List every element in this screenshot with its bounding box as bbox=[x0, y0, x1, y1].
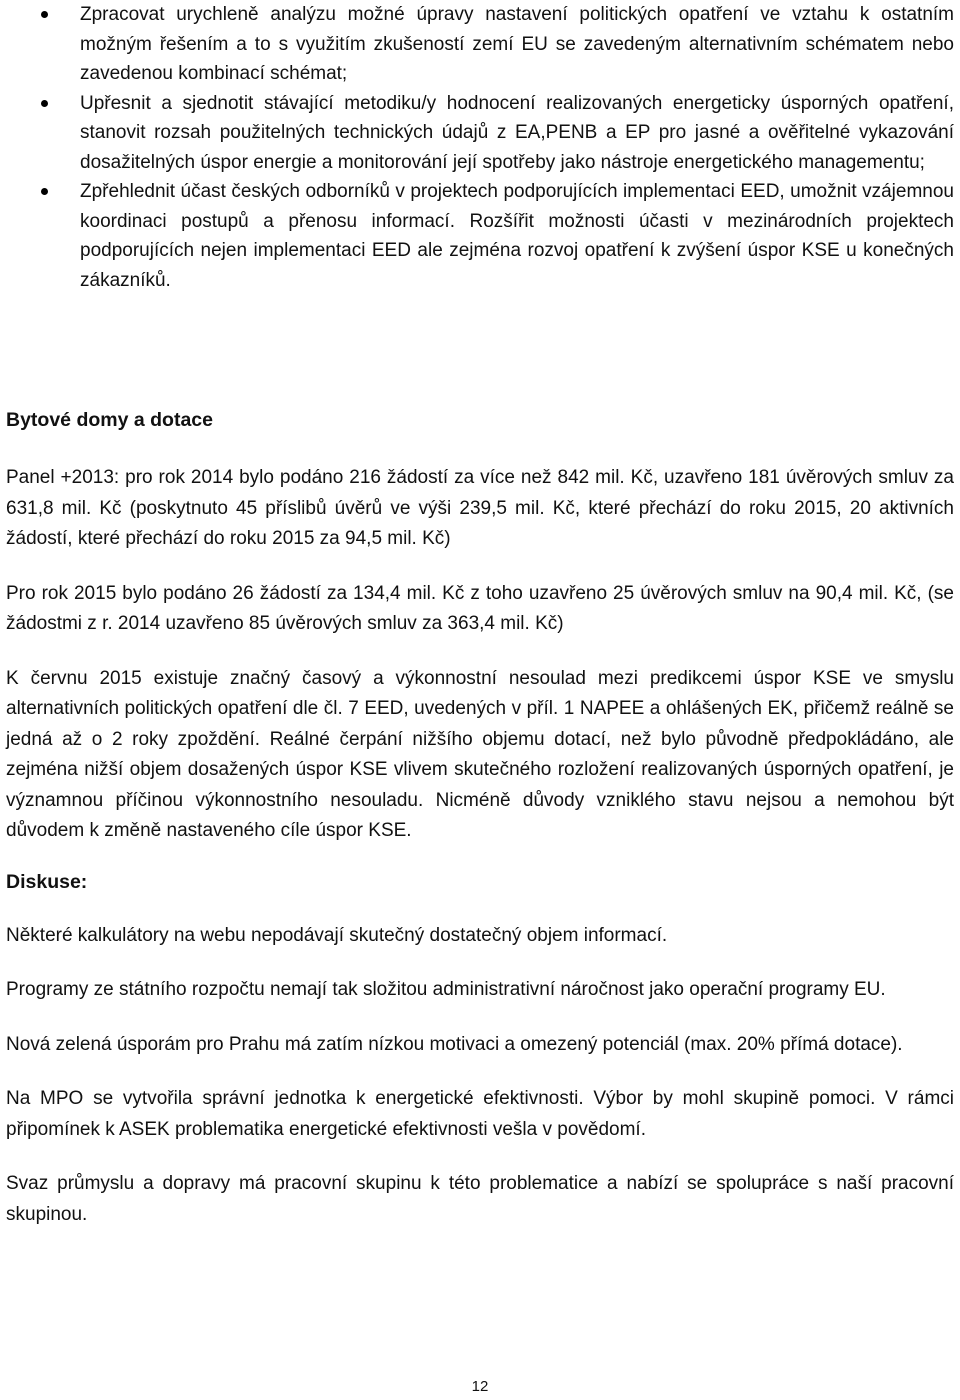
bullet-dot-icon bbox=[41, 100, 48, 107]
bullet-dot-icon bbox=[41, 188, 48, 195]
bullet-item bbox=[0, 0, 960, 89]
paragraph: Panel +2013: pro rok 2014 bylo podáno 216 žádostí za více než 842 mil. Kč, uzavřeno 181 úvěrových smluv za 631,8 mil. Kč (poskytnuto 45 příslibů úvěrů ve výši 239,5 mil. Kč, které přechází do roku 2015, 20 aktivních žádostí, které přechází do roku 2015 za 94,5 mil. Kč) bbox=[6, 467, 954, 549]
paragraph: Na MPO se vytvořila správní jednotka k energetické efektivnosti. Výbor by mohl skupině pomoci. V rámci připomínek k ASEK problematika energetické efektivnosti vešla v povědomí. bbox=[6, 1088, 954, 1140]
bullet-item bbox=[0, 177, 960, 295]
bullet-text: Zpřehlednit účast českých odborníků v projektech podporujících implementaci EED, umožnit vzájemnou koordinaci postupů a přenosu informací. Rozšířit možnosti účasti v mezinárodních projektech podporujících nejen implementaci EED ale zejména rozvoj opatření k zvýšení úspor KSE u konečných zákazníků. bbox=[80, 181, 954, 291]
bullet-dot-icon bbox=[41, 11, 48, 18]
paragraph: Pro rok 2015 bylo podáno 26 žádostí za 134,4 mil. Kč z toho uzavřeno 25 úvěrových smluv na 90,4 mil. Kč, (se žádostmi z r. 2014 uzavřeno 85 úvěrových smluv za 363,4 mil. Kč) bbox=[6, 582, 954, 634]
section-heading-diskuse: Diskuse: bbox=[6, 870, 88, 893]
bullet-text: Upřesnit a sjednotit stávající metodiku/y hodnocení realizovaných energeticky úsporných opatření, stanovit rozsah použitelných technických údajů z EA,PENB a EP pro jasné a ověřitelné vykazování dosažitelných úspor energie a monitorování její spotřeby jako nástroje energetického managementu; bbox=[80, 92, 954, 173]
page-number: 12 bbox=[471, 1378, 489, 1395]
bullet-text: Zpracovat urychleně analýzu možné úpravy nastavení politických opatření ve vztahu k ostatním možným řešením a to s využitím zkušeností zemí EU se zavedeným alternativním schématem nebo zavedenou kombinací schémat; bbox=[80, 4, 954, 84]
section-heading-bytove-domy: Bytové domy a dotace bbox=[6, 409, 213, 431]
main-content bbox=[6, 405, 954, 1230]
paragraph: K červnu 2015 existuje značný časový a výkonnostní nesoulad mezi predikcemi úspor KSE ve smyslu alternativních politických opatření dle čl. 7 EED, uvedených v příl. 1 NAPEE a ohlášených EK, přičemž reálně se jedná až o 2 roky zpoždění. Reálné čerpání nižšího objemu dotací, než bylo původně předpokládáno, ale zejména nižší objem dosažených úspor KSE vlivem skutečného rozložení realizovaných úsporných opatření, je významnou příčinou výkonnostního nesouladu. Nicméně důvody vzniklého stavu nejsou a nemohou být důvodem k změně nastaveného cíle úspor KSE. bbox=[6, 667, 954, 841]
paragraph: Programy ze státního rozpočtu nemají tak složitou administrativní náročnost jako operační programy EU. bbox=[6, 979, 886, 1000]
bullet-list bbox=[0, 0, 960, 295]
paragraph: Nová zelená úsporám pro Prahu má zatím nízkou motivaci a omezený potenciál (max. 20% přímá dotace). bbox=[6, 1033, 903, 1055]
paragraph: Některé kalkulátory na webu nepodávají skutečný dostatečný objem informací. bbox=[6, 924, 668, 946]
bullet-item bbox=[0, 89, 960, 178]
paragraph: Svaz průmyslu a dopravy má pracovní skupinu k této problematice a nabízí se spolupráce s naší pracovní skupinou. bbox=[6, 1173, 954, 1225]
